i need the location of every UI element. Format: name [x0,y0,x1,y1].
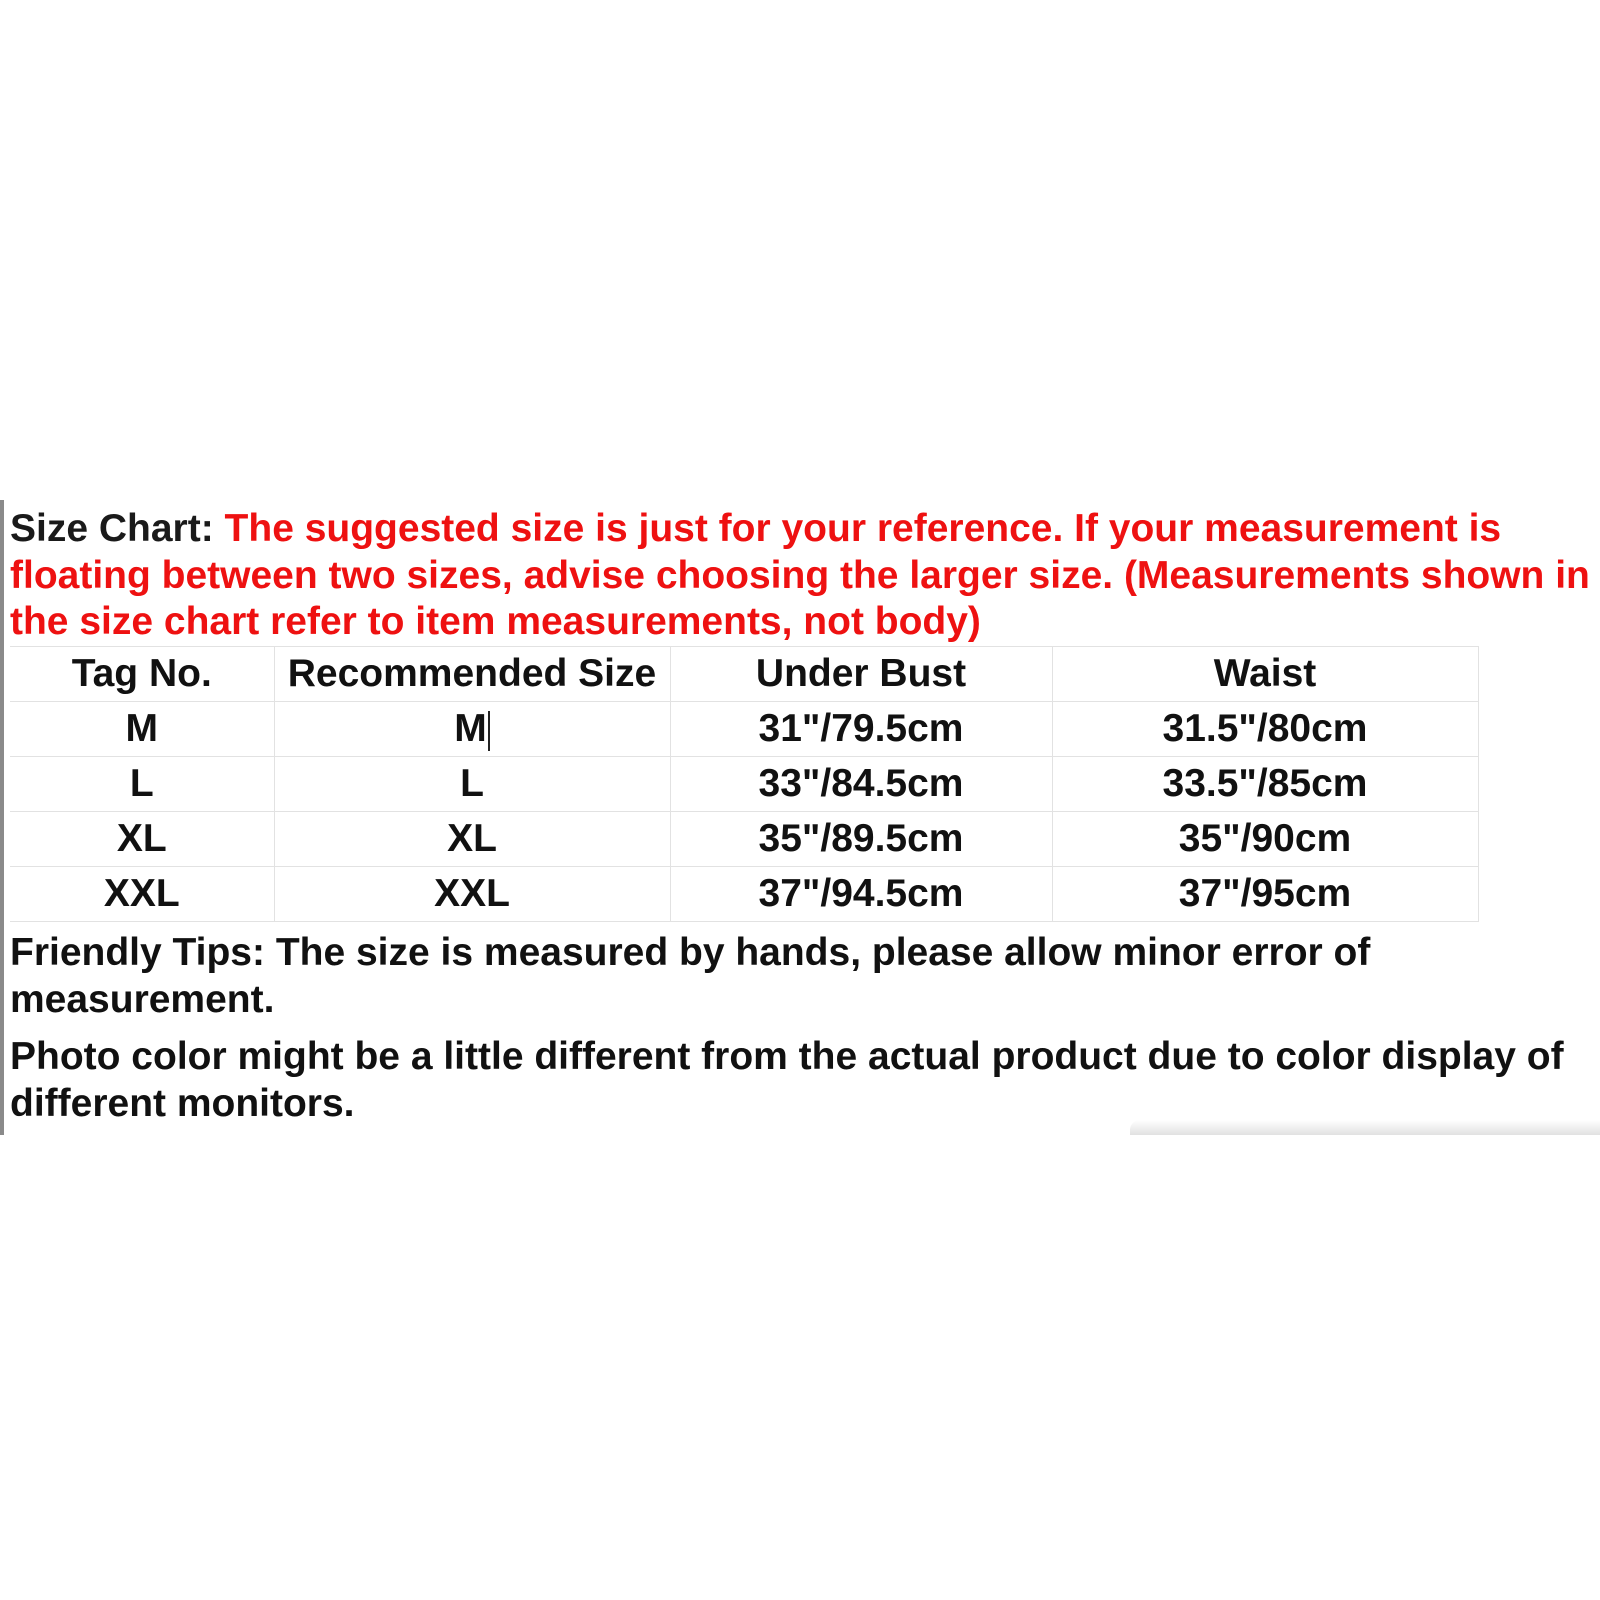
tag-no-cell: M [10,702,274,757]
window-shadow-edge [1130,1120,1600,1135]
table-row [10,702,1478,757]
friendly-tips-text: Friendly Tips: The size is measured by hands, please allow minor error of measurement. [10,931,1371,1021]
column-header-waist: Waist [1052,647,1478,702]
tag-no-cell: L [10,757,274,812]
column-header-recommended-size: Recommended Size [274,647,670,702]
tag-no-cell: XXL [10,867,274,922]
waist-cell: 33.5"/85cm [1052,757,1478,812]
under-bust-cell: 33"/84.5cm [670,757,1052,812]
waist-cell: 37"/95cm [1052,867,1478,922]
column-header-under-bust: Under Bust [670,647,1052,702]
table-row [10,757,1478,812]
column-header-tag-no: Tag No. [10,647,274,702]
recommended-size-cell: L [274,757,670,812]
size-chart-section [0,500,1600,1135]
size-chart-heading [10,506,1590,646]
recommended-size-value: M [454,707,487,750]
under-bust-cell: 37"/94.5cm [670,867,1052,922]
size-chart-title: Size Chart: [10,507,214,550]
recommended-size-cell[interactable] [274,702,670,757]
table-row [10,812,1478,867]
recommended-size-cell: XL [274,812,670,867]
recommended-size-cell: XXL [274,867,670,922]
size-chart-notice: The suggested size is just for your reference. If your measurement is floating between two sizes, advise choosing the larger size. (Measurements shown in the size chart refer to item measurements, not body) [10,507,1590,643]
tag-no-cell: XL [10,812,274,867]
table-row [10,867,1478,922]
waist-cell: 31.5"/80cm [1052,702,1478,757]
under-bust-cell: 35"/89.5cm [670,812,1052,867]
size-table [10,646,1479,922]
under-bust-cell: 31"/79.5cm [670,702,1052,757]
photo-color-note: Photo color might be a little different from the actual product due to color display of different monitors. [10,1035,1564,1125]
table-header-row [10,647,1478,702]
left-edge-bar [0,500,4,1135]
waist-cell: 35"/90cm [1052,812,1478,867]
text-cursor [488,711,490,751]
